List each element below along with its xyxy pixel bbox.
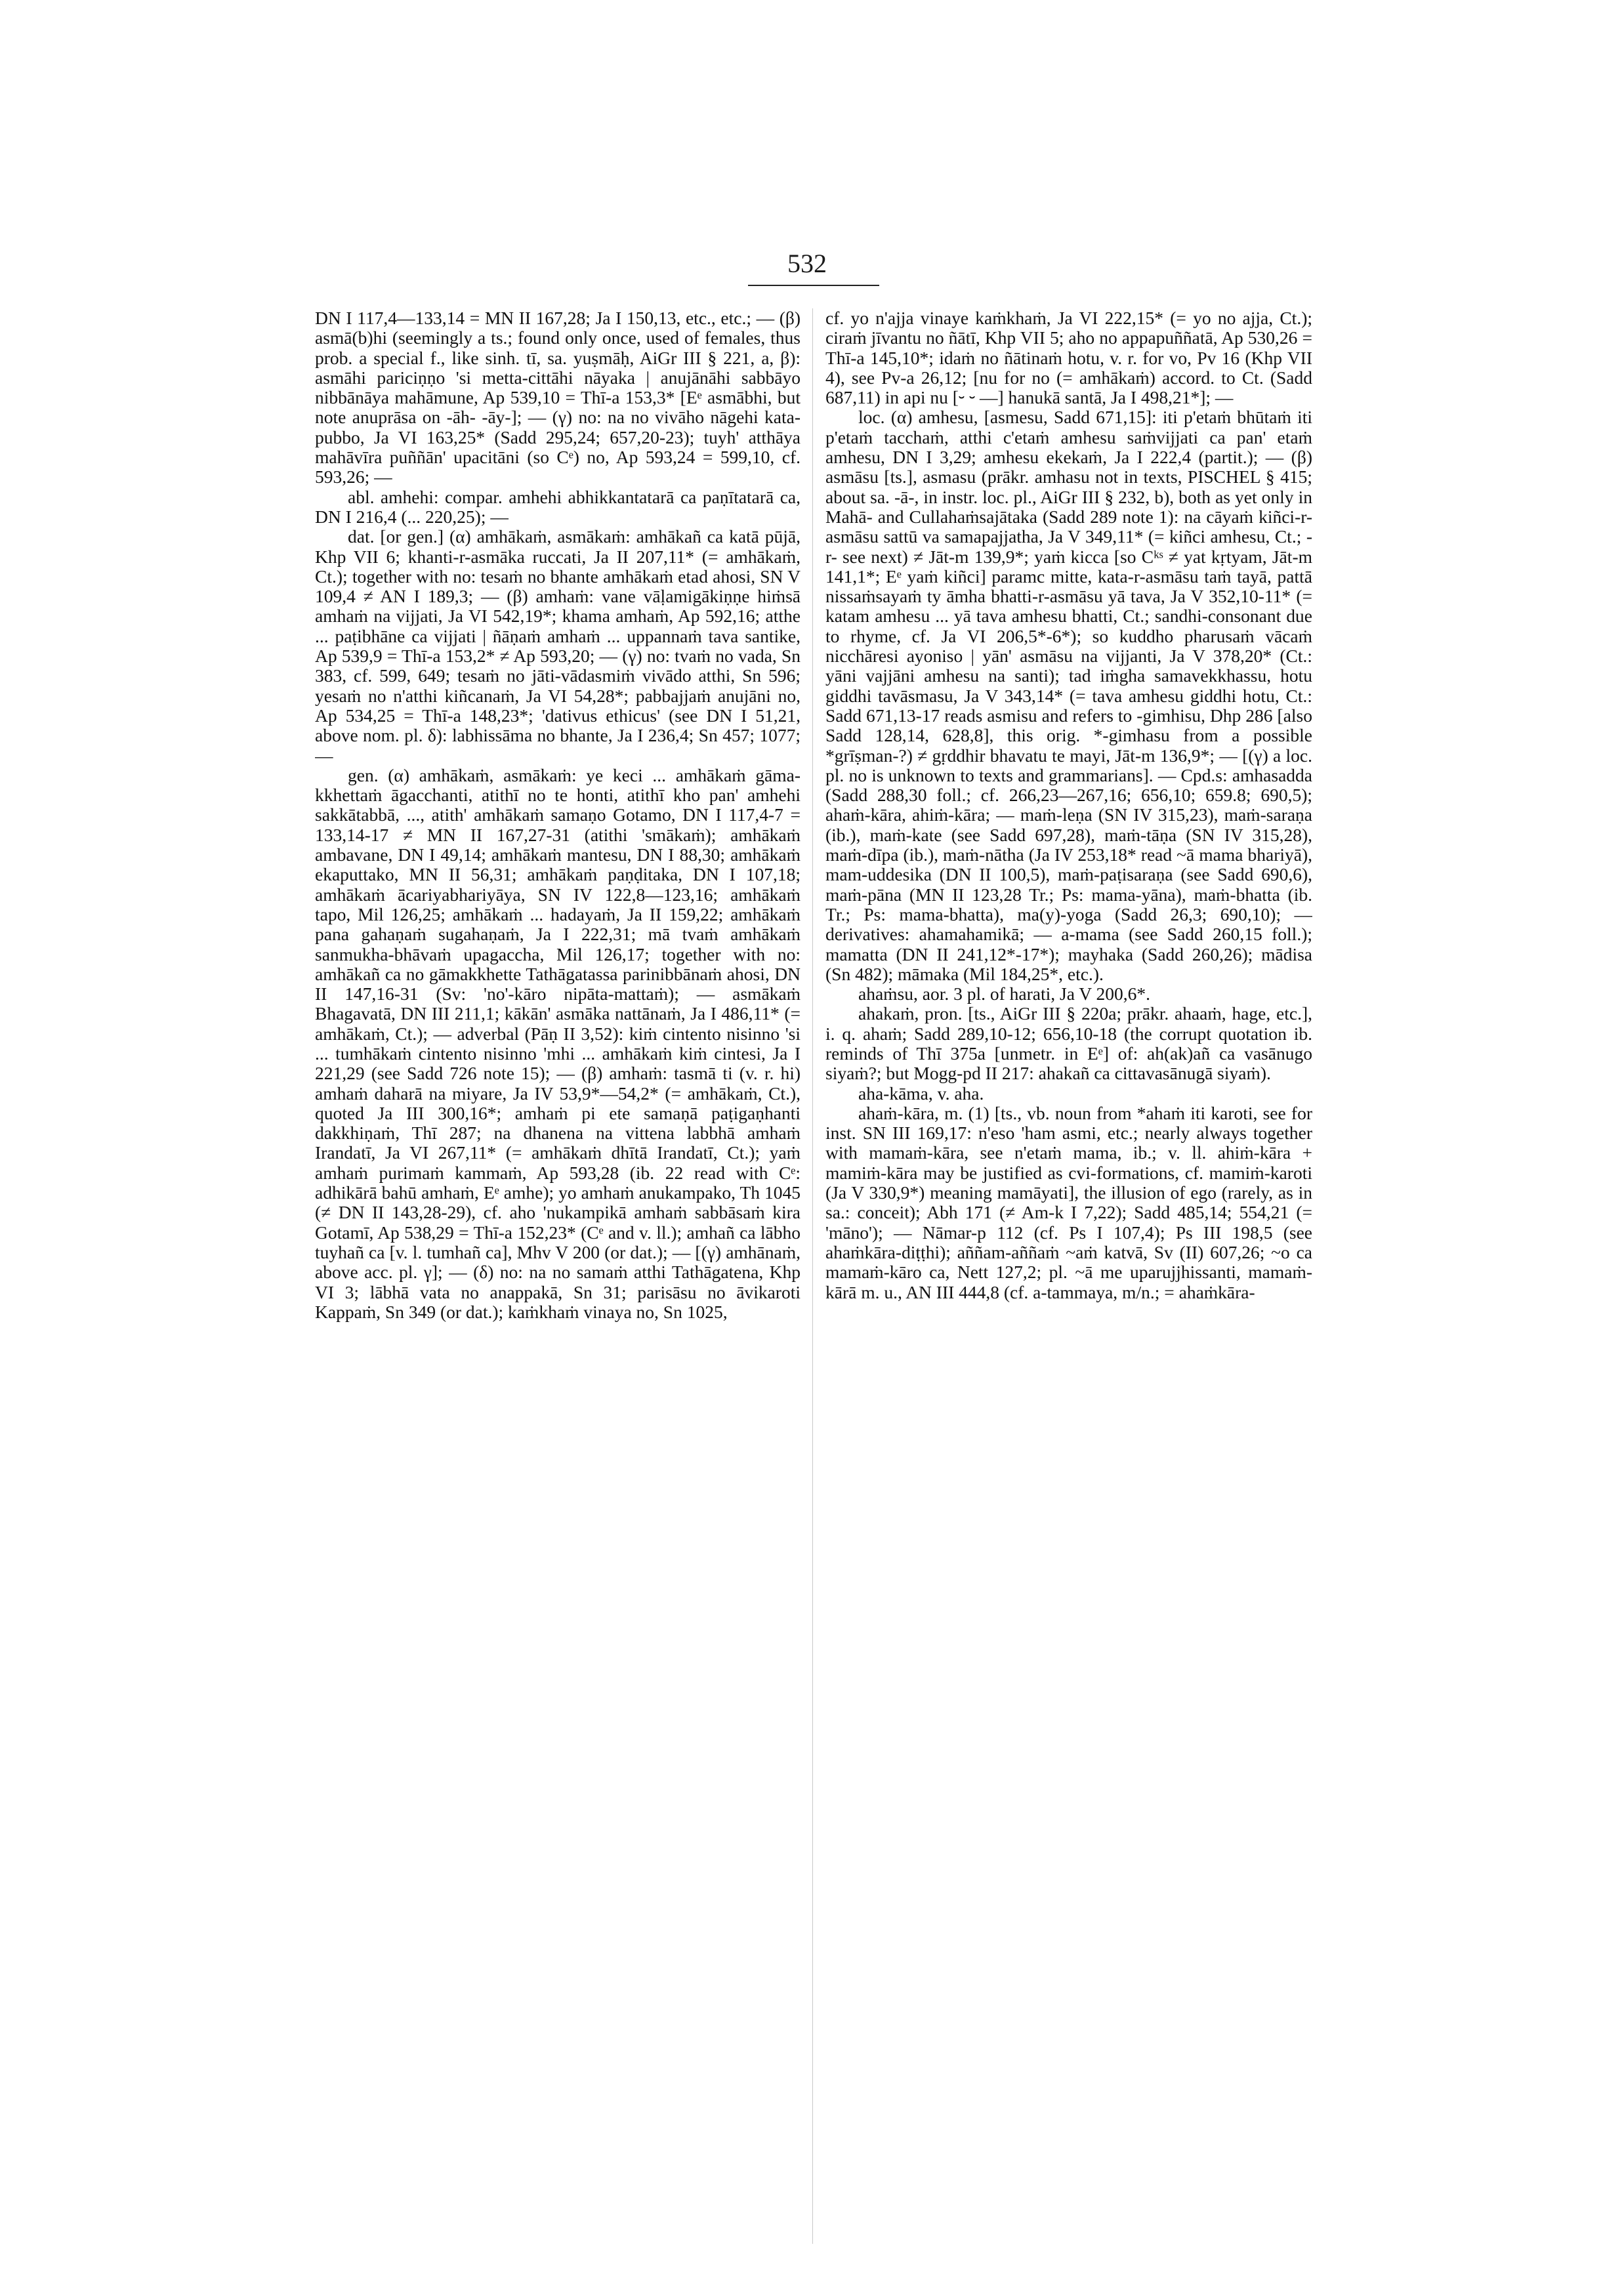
left-paragraph-4: gen. (α) amhākaṁ, asmākaṁ: ye keci ... amhākaṁ gāma-kkhettaṁ āgacchanti, atithī no te honti, atithī kho pan' amhehi sakkātabbā, ..., atith' amhākaṁ samaṇo Gotamo, DN I 117,4-7 = 133,14-17 ≠ MN II 167,27-31 (atithi 'smākaṁ); amhākaṁ ambavane, DN I 49,14; amhākaṁ mantesu, DN I 88,30; amhākaṁ ekaputtako, MN II 56,31; amhākaṁ paṇḍitaka, DN I 107,18; amhākaṁ ācariyabhariyāya, SN IV 122,8—123,16; amhākaṁ tapo, Mil 126,25; amhākaṁ ... hadayaṁ, Ja II 159,22; amhākaṁ pana gahaṇaṁ sugahaṇaṁ, Ja I 222,31; mā tvaṁ amhākaṁ sanmukha-bhāvaṁ upagaccha, Mil 126,17; together with no: amhākañ ca no gāmakkhette Tathāgatassa parinibbānaṁ ahosi, DN II 147,16-31 (Sv: 'no'-kāro nipāta-mattaṁ); — asmākaṁ Bhagavatā, DN III 211,1; kākān' asmāka nattānaṁ, Ja I 486,11* (= amhākaṁ, Ct.); — adverbal (Pāṇ II 3,52): kiṁ cintento nisinno 'si ... tumhākaṁ cintento nisinno 'mhi ... amhākaṁ kiṁ cintesi, Ja I 221,29 (see Sadd 726 note 15); — (β) amhaṁ: tasmā ti (v. r. hi) amhaṁ daharā na miyare, Ja IV 53,9*—54,2* (= amhākaṁ, Ct.), quoted Ja III 300,16*; amhaṁ pi ete samaṇā paṭigaṇhanti dakkhiṇaṁ, Thī 287; na dhanena na vittena labbhā amhaṁ Irandatī, Ja VI 267,11* (= amhākaṁ dhītā Irandatī, Ct.); yaṁ amhaṁ purimaṁ kammaṁ, Ap 593,28 (ib. 22 read with Cᵉ: adhikārā bahū amhaṁ, Eᵉ amhe); yo amhaṁ anukampako, Th 1045 (≠ DN II 143,28-29), cf. aho 'nukampikā amhaṁ sabbāsaṁ kira Gotamī, Ap 538,29 = Thī-a 152,23* (Cᵉ and v. ll.); amhañ ca lābho tuyhañ ca [v. l. tumhañ ca], Mhv V 200 (or dat.); — [(γ) amhānaṁ, above acc. pl. γ]; — (δ) no: na no samaṁ atthi Tathāgatena, Khp VI 3; lābhā vata no anappakā, Sn 31; parisāsu no āvikaroti Kappaṁ, Sn 349 (or dat.); kaṁkhaṁ vinaya no, Sn 1025,	[315, 764, 801, 1322]
page-number-rule	[748, 285, 879, 286]
right-entry-aha-kama: aha-kāma, v. aha.	[858, 1083, 984, 1104]
right-paragraph-2: loc. (α) amhesu, [asmesu, Sadd 671,15]: iti p'etaṁ bhūtaṁ iti p'etaṁ tacchaṁ, atthi c'etaṁ amhesu saṁvijjati ca pan' etaṁ amhesu, DN I 3,29; amhesu ekekaṁ, Ja I 222,4 (partit.); — (β) asmāsu [ts.], asmasu (prākr. amhasu not in texts, PISCHEL § 415; about sa. -ā-, in instr. loc. pl., AiGr III § 232, b), both as yet only in Mahā- and Cullahaṁsajātaka (Sadd 289 note 1): na cāyaṁ kiñci-r-asmāsu sattū va samapajjatha, Ja V 349,11* (= kiñci amhesu, Ct.; -r- see next) ≠ Jāt-m 139,9*; yaṁ kicca [so Cᵏˢ ≠ yat kṛtyam, Jāt-m 141,1*; Eᵉ yaṁ kiñci] paramc mitte, kata-r-asmāsu taṁ tayā, pattā nissaṁsayaṁ ty āmha bhatti-r-asmāsu yā tava, Ja V 352,10-11* (= katam amhesu ... yā tava amhesu bhatti, Ct.; sandhi-consonant due to rhyme, cf. Ja VI 206,5*-6*); so kuddho pharusaṁ vācaṁ nicchāresi ayoniso | yān' asmāsu na vijjanti, Ja V 378,20* (Ct.: yāni vajjāni amhesu na santi); tad iṁgha samavekkhassu, hotu giddhi tavāsmasu, Ja V 343,14* (= tava amhesu giddhi hotu, Ct.: Sadd 671,13-17 reads asmisu and refers to -gimhisu, Dhp 286 [also Sadd 128,14, 628,8], this orig. *-gimhasu from a possible *grīṣman-?) ≠ gṛddhir bhavatu te mayi, Jāt-m 136,9*; — [(γ) a loc. pl. no is unknown to texts and grammarians]. — Cpd.s: amhasadda (Sadd 288,30 foll.; cf. 266,23—267,16; 656,10; 659.8; 690,5); ahaṁ-kāra, ahiṁ-kāra; — maṁ-leṇa (SN IV 315,23), maṁ-saraṇa (ib.), maṁ-kate (see Sadd 697,28), maṁ-tāṇa (SN IV 315,28), maṁ-dīpa (ib.), maṁ-nātha (Ja IV 253,18* read ~ā mama bhariyā), mam-uddesika (DN II 100,5), maṁ-paṭisaraṇa (see Sadd 690,6), maṁ-pāna (MN II 123,28 Tr.; Ps: mama-yāna), maṁ-bhatta (ib. Tr.; Ps: mama-bhatta), ma(y)-yoga (Sadd 26,3; 690,10); — derivatives: ahamahamikā; — a-mama (see Sadd 260,15 foll.); mamatta (DN II 241,12*-17*); mayhaka (Sadd 260,26); mādisa (Sn 482); māmaka (Mil 184,25*, etc.).	[825, 407, 1312, 984]
right-entry-ahakam: ahakaṁ, pron. [ts., AiGr III § 220a; prākr. ahaaṁ, hage, etc.], i. q. ahaṁ; Sadd 289,10-12; 656,10-18 (the corrupt quotation ib. reminds of Thī 375a [unmetr. in Eᵉ] of: ah(ak)añ ca vasānugo siyaṁ?; but Mogg-pd II 217: ahakañ ca cittavasānugā siyaṁ).	[825, 1003, 1312, 1084]
page-number: 532	[787, 249, 827, 278]
right-paragraph-1: cf. yo n'ajja vinaye kaṁkhaṁ, Ja VI 222,15* (= yo no ajja, Ct.); ciraṁ jīvantu no ñātī, Khp VII 5; aho no appapuññatā, Ap 530,26 = Thī-a 145,10*; idaṁ no ñātinaṁ hotu, v. r. for vo, Pv 16 (Khp VII 4), see Pv-a 26,12; [nu for no (= amhākaṁ) accord. to Ct. (Sadd 687,11) in api nu [⏑ ⏑ —] hanukā santā, Ja I 498,21*]; —	[825, 308, 1312, 408]
right-entry-aham-kara: ahaṁ-kāra, m. (1) [ts., vb. noun from *ahaṁ iti karoti, see for inst. SN III 169,17: n'eso 'ham asmi, etc.; nearly always together with mamaṁ-kāra, see n'etaṁ mama, ib.; v. ll. ahiṁ-kāra + mamiṁ-kāra may be justified as cvi-formations, cf. mamiṁ-karoti (Ja V 330,9*) meaning mamāyati], the illusion of ego (rarely, as in sa.: conceit); Abh 171 (≠ Am-k I 7,22); Sadd 485,14; 554,21 (= 'māno'); — Nāmar-p 112 (cf. Ps I 107,4); Ps III 198,5 (see ahaṁkāra-diṭṭhi); aññam-aññaṁ ~aṁ katvā, Sv (II) 607,26; ~o ca mamaṁ-kāro ca, Nett 127,2; pl. ~ā me uparujjhissanti, mamaṁ-kārā m. u., AN III 444,8 (cf. a-tammaya, m/n.; = ahaṁkāra-	[825, 1102, 1312, 1302]
left-column	[315, 308, 801, 2244]
right-entry-ahamsu: ahaṁsu, aor. 3 pl. of harati, Ja V 200,6*.	[858, 983, 1151, 1004]
column-divider	[812, 308, 813, 2244]
left-paragraph-2: abl. amhehi: compar. amhehi abhikkantatarā ca paṇītatarā ca, DN I 216,4 (... 220,25); —	[315, 486, 801, 527]
left-paragraph-3: dat. [or gen.] (α) amhākaṁ, asmākaṁ: amhākañ ca katā pūjā, Khp VII 6; khanti-r-asmāka ruccati, Ja II 207,11* (= amhākaṁ, Ct.); together with no: tesaṁ no bhante amhākaṁ etad ahosi, SN V 109,4 ≠ AN I 189,3; — (β) amhaṁ: vane vāḷamigākiṇṇe hiṁsā amhaṁ na vijjati, Ja VI 542,19*; khama amhaṁ, Ap 592,16; atthe ... paṭibhāne ca vijjati | ñāṇaṁ amhaṁ ... uppannaṁ tava santike, Ap 539,9 = Thī-a 153,2* ≠ Ap 593,20; — (γ) no: tvaṁ no vada, Sn 383, cf. 599, 649; tesaṁ no jāti-vādasmiṁ vivādo atthi, Sn 596; yesaṁ no n'atthi kiñcanaṁ, Ja VI 54,28*; pabbajjaṁ anujāni no, Ap 534,25 = Thī-a 148,23*; 'dativus ethicus' (see DN I 51,21, above nom. pl. δ): labhissāma no bhante, Ja I 236,4; Sn 457; 1077; —	[315, 526, 801, 766]
right-column	[825, 308, 1312, 2244]
left-paragraph-1: DN I 117,4—133,14 = MN II 167,28; Ja I 150,13, etc., etc.; — (β) asmā(b)hi (seemingly a ts.; found only once, used of females, thus prob. a special f., like sinh. tī, sa. yuṣmāḥ, AiGr III § 221, a, β): asmāhi pariciṇṇo 'si metta-cittāhi nāyaka | anujānāhi sabbāyo nibbānāya mahāmune, Ap 539,10 = Thī-a 153,3* [Eᵉ asmābhi, but note anuprāsa on -āh- -āy-]; — (γ) no: na no vivāho nāgehi kata-pubbo, Ja VI 163,25* (Sadd 295,24; 657,20-23); tuyh' atthāya mahāvīra puññān' upacitāni (so Cᵉ) no, Ap 593,24 = 599,10, cf. 593,26; —	[315, 308, 801, 487]
